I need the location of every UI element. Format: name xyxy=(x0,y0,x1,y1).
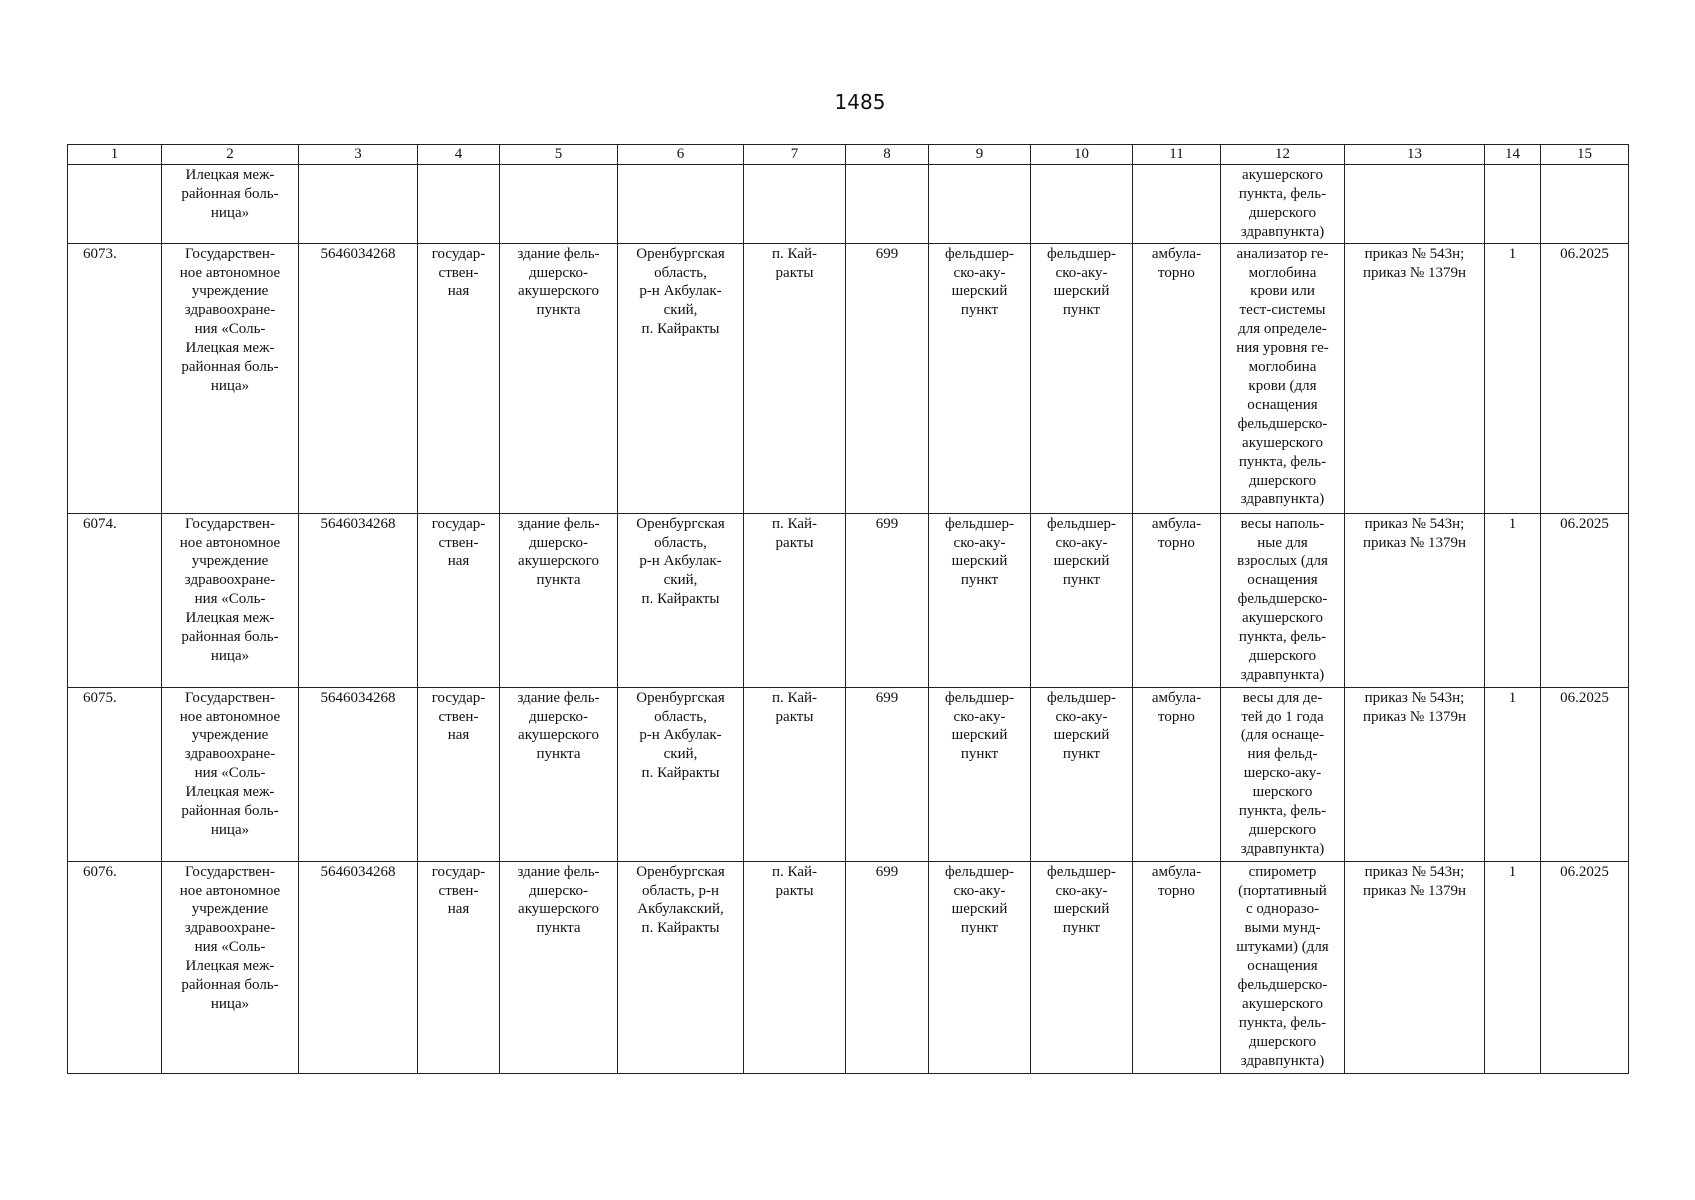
ownership-form: государ- ствен- ная xyxy=(431,863,486,918)
ownership-form: государ- ствен- ная xyxy=(431,689,486,744)
address: Оренбургская область, р-н Акбулак- ский, п. Кайракты xyxy=(636,689,725,782)
column-header: 6 xyxy=(618,145,744,165)
legal-basis: приказ № 543н; приказ № 1379н xyxy=(1362,689,1467,725)
facility-type: фельдшер- ско-аку- шерский пункт xyxy=(944,863,1015,937)
legal-basis: приказ № 543н; приказ № 1379н xyxy=(1362,863,1467,899)
population: 699 xyxy=(875,863,899,880)
address: Оренбургская область, р-н Акбулак- ский, п. Кайракты xyxy=(636,245,725,338)
column-header: 13 xyxy=(1345,145,1485,165)
row-number: 6073. xyxy=(83,245,117,262)
care-condition: амбула- торно xyxy=(1151,863,1202,899)
quantity: 1 xyxy=(1508,689,1517,706)
address: Оренбургская область, р-н Акбулакский, п. Кайракты xyxy=(636,863,725,937)
facility-type: фельдшер- ско-аку- шерский пункт xyxy=(944,515,1015,589)
column-header: 7 xyxy=(744,145,846,165)
equipment: анализатор ге- моглобина крови или тест-системы для определе- ния уровня ге- моглобина крови (для оснащения фельдшерско- акушерского пункта, фель- дшерского здравпункта) xyxy=(1236,245,1329,508)
equipment: весы для де- тей до 1 года (для оснаще- ния фельд- шерско-аку- шерского пункта, фель- дшерского здравпункта) xyxy=(1238,689,1327,857)
equipment: весы наполь- ные для взрослых (для оснащения фельдшерско- акушерского пункта, фель- дшерского здравпункта) xyxy=(1237,515,1328,683)
address: Оренбургская область, р-н Акбулак- ский, п. Кайракты xyxy=(636,515,725,608)
table-row xyxy=(68,243,1629,513)
column-number-row xyxy=(68,145,1629,165)
equipment: спирометр (портативный с одноразо- выми мунд- штуками) (для оснащения фельдшерско- акушерского пункта, фель- дшерского здравпункта) xyxy=(1236,863,1329,1069)
column-header: 5 xyxy=(500,145,618,165)
ownership-form: государ- ствен- ная xyxy=(431,515,486,570)
quantity: 1 xyxy=(1508,515,1517,532)
column-header: 14 xyxy=(1485,145,1541,165)
organization-name: Илецкая меж- районная боль- ница» xyxy=(181,167,279,221)
settlement: п. Кай- ракты xyxy=(771,515,817,551)
column-header: 3 xyxy=(299,145,418,165)
column-header: 11 xyxy=(1133,145,1221,165)
building: здание фель- дшерско- акушерского пункта xyxy=(517,515,600,589)
inn: 5646034268 xyxy=(320,863,396,880)
page-number: 1485 xyxy=(834,90,886,114)
deadline: 06.2025 xyxy=(1560,863,1609,880)
deadline: 06.2025 xyxy=(1560,245,1609,262)
organization-name: Государствен- ное автономное учреждение здравоохране- ния «Соль- Илецкая меж- районная боль- ница» xyxy=(179,515,281,664)
registry-table xyxy=(67,144,1629,1074)
organization-name: Государствен- ное автономное учреждение здравоохране- ния «Соль- Илецкая меж- районная боль- ница» xyxy=(179,245,281,394)
organization-name: Государствен- ное автономное учреждение здравоохране- ния «Соль- Илецкая меж- районная боль- ница» xyxy=(179,689,281,838)
column-header: 9 xyxy=(929,145,1031,165)
column-header: 15 xyxy=(1541,145,1629,165)
building: здание фель- дшерско- акушерского пункта xyxy=(517,245,600,319)
ownership-form: государ- ствен- ная xyxy=(431,245,486,300)
unit-type: фельдшер- ско-аку- шерский пункт xyxy=(1046,863,1117,937)
inn: 5646034268 xyxy=(320,689,396,706)
facility-type: фельдшер- ско-аку- шерский пункт xyxy=(944,689,1015,763)
unit-type: фельдшер- ско-аку- шерский пункт xyxy=(1046,689,1117,763)
settlement: п. Кай- ракты xyxy=(771,689,817,725)
row-number: 6076. xyxy=(83,863,117,880)
legal-basis: приказ № 543н; приказ № 1379н xyxy=(1362,515,1467,551)
unit-type: фельдшер- ско-аку- шерский пункт xyxy=(1046,515,1117,589)
care-condition: амбула- торно xyxy=(1151,245,1202,281)
table-row xyxy=(68,687,1629,861)
table-row xyxy=(68,513,1629,687)
building: здание фель- дшерско- акушерского пункта xyxy=(517,689,600,763)
column-header: 8 xyxy=(846,145,929,165)
row-number: 6075. xyxy=(83,689,117,706)
settlement: п. Кай- ракты xyxy=(771,863,817,899)
column-header: 4 xyxy=(418,145,500,165)
column-header: 12 xyxy=(1221,145,1345,165)
care-condition: амбула- торно xyxy=(1151,515,1202,551)
column-header: 10 xyxy=(1031,145,1133,165)
population: 699 xyxy=(875,689,899,706)
settlement: п. Кай- ракты xyxy=(771,245,817,281)
unit-type: фельдшер- ско-аку- шерский пункт xyxy=(1046,245,1117,319)
deadline: 06.2025 xyxy=(1560,515,1609,532)
row-number: 6074. xyxy=(83,515,117,532)
building: здание фель- дшерско- акушерского пункта xyxy=(517,863,600,937)
legal-basis: приказ № 543н; приказ № 1379н xyxy=(1362,245,1467,281)
quantity: 1 xyxy=(1508,245,1517,262)
inn: 5646034268 xyxy=(320,515,396,532)
facility-type: фельдшер- ско-аку- шерский пункт xyxy=(944,245,1015,319)
equipment: акушерского пункта, фель- дшерского здравпункта) xyxy=(1238,167,1327,240)
column-header: 1 xyxy=(68,145,162,165)
care-condition: амбула- торно xyxy=(1151,689,1202,725)
table-row xyxy=(68,165,1629,244)
population: 699 xyxy=(875,245,899,262)
organization-name: Государствен- ное автономное учреждение здравоохране- ния «Соль- Илецкая меж- районная боль- ница» xyxy=(179,863,281,1012)
quantity: 1 xyxy=(1508,863,1517,880)
population: 699 xyxy=(875,515,899,532)
table-row xyxy=(68,861,1629,1073)
inn: 5646034268 xyxy=(320,245,396,262)
column-header: 2 xyxy=(162,145,299,165)
deadline: 06.2025 xyxy=(1560,689,1609,706)
